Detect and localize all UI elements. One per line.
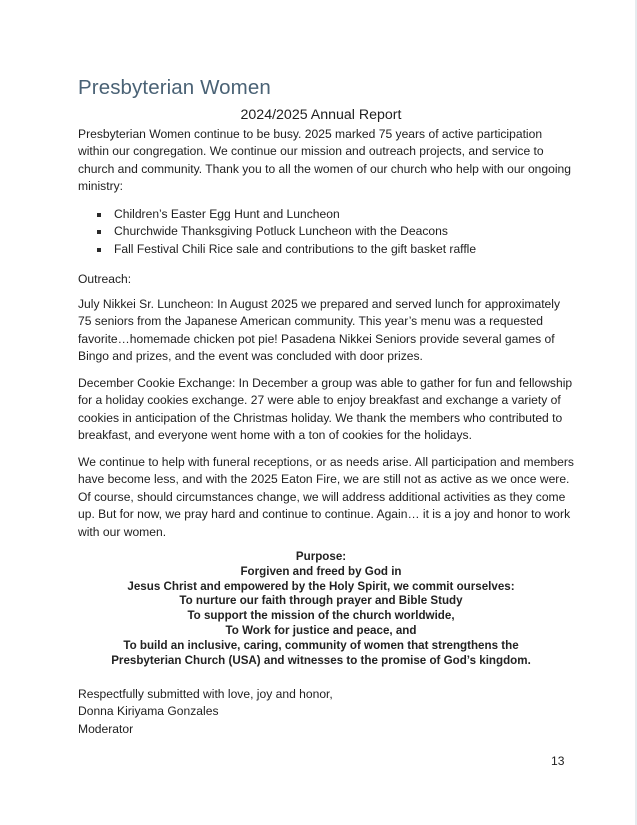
purpose-line: To support the mission of the church worldwide,	[187, 609, 455, 623]
signoff-name: Donna Kiriyama Gonzales	[78, 704, 219, 719]
signoff	[78, 686, 333, 738]
cookie-exchange-paragraph: December Cookie Exchange: In December a group was able to gather for fun and fellowship for a holiday cookies exchange. 27 were able to enjoy breakfast and exchange a variety of cookies in anticipation of the Christmas holiday. We thank the members who contributed to breakfast, and everyone went home with a ton of cookies for the holidays.	[78, 376, 573, 443]
page-number: 13	[551, 754, 565, 768]
signoff-line: Respectfully submitted with love, joy and honor,	[78, 687, 333, 701]
list-item: Fall Festival Chili Rice sale and contributions to the gift basket raffle	[78, 241, 476, 258]
list-item: Churchwide Thanksgiving Potluck Luncheon with the Deacons	[78, 223, 476, 240]
ministry-list	[78, 206, 476, 258]
nikkei-luncheon-paragraph: July Nikkei Sr. Luncheon: In August 2025 we prepared and served lunch for approximately 75 seniors from the Japanese American community. This year’s menu was a requested favorite…homemade chicken pot pie! Pasadena Nikkei Seniors provide several games of Bingo and prizes, and the event was concluded with door prizes.	[78, 297, 561, 364]
purpose-line: Forgiven and freed by God in	[240, 564, 402, 578]
purpose-line: Presbyterian Church (USA) and witnesses to the promise of God’s kingdom.	[111, 653, 531, 667]
purpose-line: To build an inclusive, caring, community of women that strengthens the	[123, 638, 519, 652]
list-item: Children’s Easter Egg Hunt and Luncheon	[78, 206, 476, 223]
bullet-icon	[97, 230, 101, 234]
page-title: Presbyterian Women	[78, 76, 271, 99]
bullet-icon	[97, 248, 101, 252]
outreach-heading: Outreach:	[78, 272, 132, 286]
purpose-line: Jesus Christ and empowered by the Holy Spirit, we commit ourselves:	[127, 579, 515, 593]
intro-paragraph: Presbyterian Women continue to be busy. 2025 marked 75 years of active participation within our congregation. We continue our mission and outreach projects, and service to church and community. Thank you to all the women of our church who help with our ongoing ministry:	[78, 127, 571, 194]
report-subtitle: 2024/2025 Annual Report	[240, 107, 402, 123]
bullet-icon	[97, 213, 101, 217]
purpose-line: To nurture our faith through prayer and Bible Study	[179, 594, 463, 608]
purpose-line: To Work for justice and peace, and	[225, 623, 417, 637]
purpose-heading: Purpose:	[295, 550, 347, 563]
purpose-statement	[78, 550, 564, 668]
signoff-role: Moderator	[78, 721, 134, 736]
closing-paragraph: We continue to help with funeral receptions, or as needs arise. All participation and members have become less, and with the 2025 Eaton Fire, we are still not as active as we once were. Of course, should circumstances change, we will address additional activities as they come up. But for now, we pray hard and continue to continue. Again… it is a joy and honor to work with our women.	[78, 455, 574, 539]
